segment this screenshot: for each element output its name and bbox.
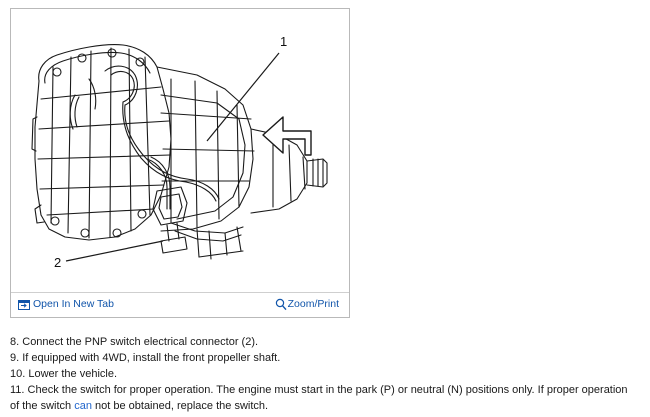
new-tab-icon [18, 299, 30, 311]
step-number: 10. [10, 367, 26, 380]
step-number: 8. [10, 336, 20, 348]
step-text-continued: not be obtained, replace the switch. [91, 399, 269, 412]
step-text: If equipped with 4WD, install the front propeller shaft. [22, 351, 281, 364]
callout-2-label: 2 [54, 255, 62, 270]
magnifier-icon [275, 298, 287, 310]
step-number: 11. [10, 383, 25, 396]
can-inline-link[interactable]: can [74, 399, 92, 412]
callout-1 [277, 31, 293, 51]
figure-footer [11, 292, 349, 317]
zoom-print-link[interactable]: Zoom/Print [287, 298, 339, 310]
open-in-new-tab-link[interactable]: Open In New Tab [33, 298, 114, 310]
step-text: Lower the vehicle. [28, 367, 118, 380]
step-text: Connect the PNP switch electrical connector (2). [22, 336, 259, 348]
step-item [10, 351, 630, 367]
transmission-diagram[interactable] [11, 9, 349, 292]
figure-panel [10, 8, 350, 318]
instruction-steps [10, 335, 630, 415]
step-text: Check the switch for proper operation. The engine must start in the park (P) or neutral (N) positions only. If proper operation of the switch [10, 383, 628, 412]
callout-2 [51, 252, 67, 272]
step-item [10, 383, 630, 415]
step-number: 9. [10, 351, 20, 364]
callout-1-label: 1 [280, 34, 288, 49]
step-item [10, 367, 630, 383]
step-item [10, 335, 630, 351]
